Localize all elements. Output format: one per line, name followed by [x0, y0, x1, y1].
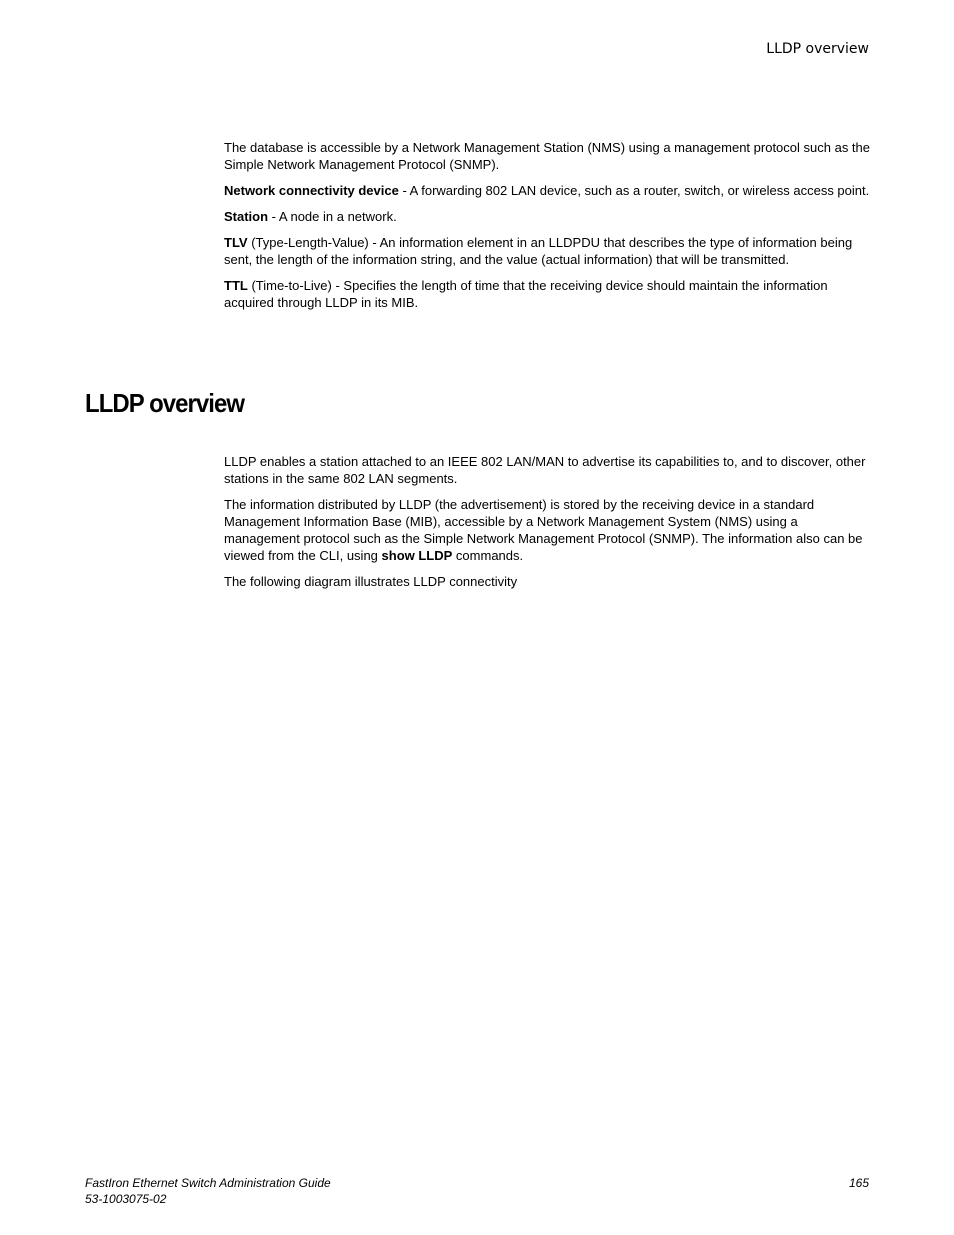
paragraph-text: The information distributed by LLDP (the advertisement) is stored by the receiving device in a standard Management Information Base (MIB), accessible by a Network Management System (NMS) using a management protocol such as the Simple Network Management Protocol (SNMP). The information also can be viewed from the CLI, using [224, 497, 863, 563]
definition-nms-continuation: The database is accessible by a Network Management Station (NMS) using a management protocol such as the Simple Network Management Protocol (SNMP). [224, 140, 871, 172]
definition-term: TTL [224, 278, 248, 293]
definition-term: Station [224, 209, 269, 224]
running-header: LLDP overview [766, 41, 869, 57]
overview-paragraph-2 [224, 496, 872, 564]
command-name: show LLDP [381, 548, 453, 563]
definition-ttl [224, 277, 872, 311]
definition-network-connectivity-device [224, 182, 872, 199]
overview-block [224, 453, 872, 599]
footer-guide-title: FastIron Ethernet Switch Administration Guide [85, 1176, 331, 1190]
definition-text: (Type-Length-Value) - An information element in an LLDPDU that describes the type of information being sent, the length of the information string, and the value (actual information) that will be transmitted. [224, 235, 853, 267]
overview-paragraph-1: LLDP enables a station attached to an IEEE 802 LAN/MAN to advertise its capabilities to, and to discover, other stations in the same 802 LAN segments. [224, 454, 866, 486]
footer-page-number: 165 [848, 1176, 869, 1190]
definition-station [224, 208, 872, 225]
definition-tlv [224, 234, 872, 268]
definition-term: TLV [224, 235, 248, 250]
paragraph-text: commands. [452, 548, 524, 563]
definition-text: (Time-to-Live) - Specifies the length of time that the receiving device should maintain the information acquired through LLDP in its MIB. [224, 278, 828, 310]
definitions-block [224, 139, 872, 320]
definition-term: Network connectivity device [224, 183, 399, 198]
definition-text: - A forwarding 802 LAN device, such as a router, switch, or wireless access point. [398, 183, 870, 198]
footer-left [85, 1175, 331, 1207]
definition-text: - A node in a network. [268, 209, 397, 224]
footer-doc-number: 53-1003075-02 [85, 1192, 167, 1206]
section-title: LLDP overview [85, 388, 245, 418]
overview-paragraph-3: The following diagram illustrates LLDP connectivity [224, 574, 518, 589]
